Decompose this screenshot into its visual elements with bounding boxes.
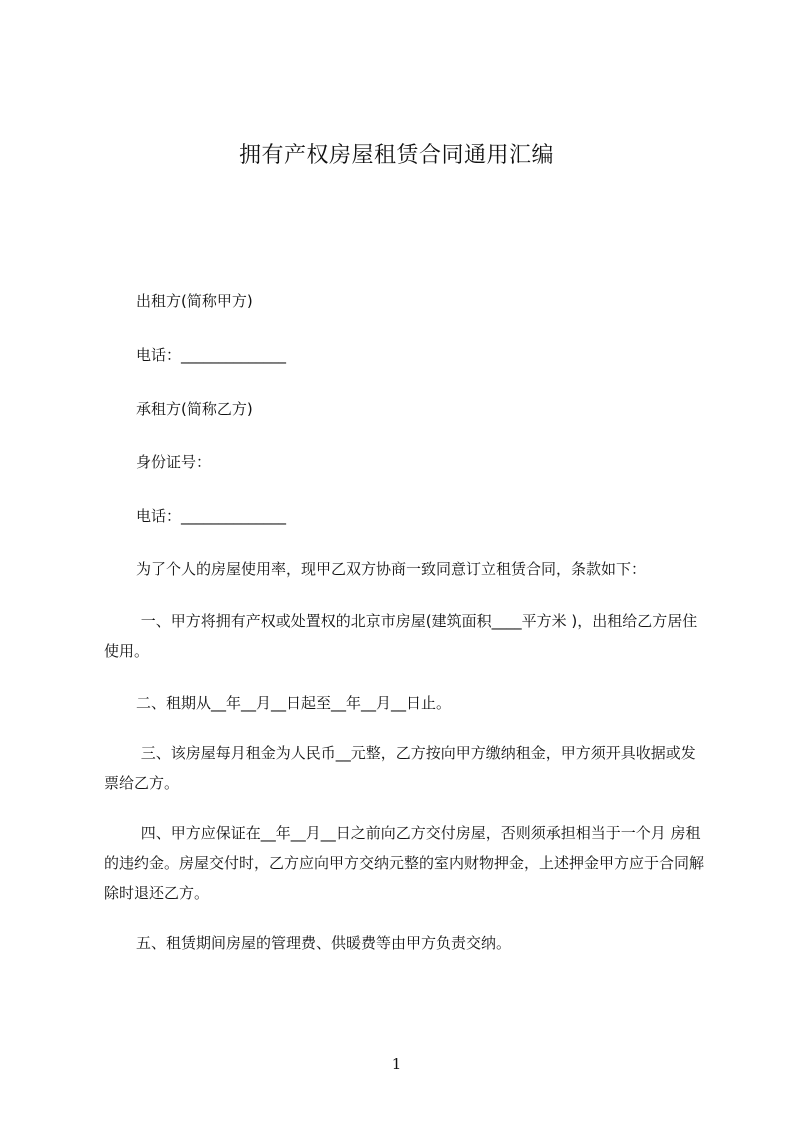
lessee-id-line: 身份证号： <box>136 453 212 471</box>
document-title: 拥有产权房屋租赁合同通用汇编 <box>238 143 554 168</box>
clause-2-paragraph: 二、租期从__年__月__日起至__年__月__日止。 <box>136 694 452 712</box>
clause-3-paragraph: 三、该房屋每月租金为人民币__元整，乙方按向甲方缴纳租金，甲方须开具收据或发票给乙方。 <box>104 744 696 792</box>
page-number: 1 <box>391 1055 402 1073</box>
lessor-phone-line: 电话：______________ <box>136 346 287 364</box>
clause-5-paragraph: 五、租赁期间房屋的管理费、供暖费等由甲方负责交纳。 <box>136 934 512 952</box>
lessor-line: 出租方(简称甲方) <box>136 292 253 310</box>
lessee-phone-line: 电话：______________ <box>136 507 287 525</box>
clause-1-paragraph: 一、甲方将拥有产权或处置权的北京市房屋(建筑面积____平方米 )，出租给乙方居住使用。 <box>104 612 698 660</box>
clause-4-paragraph: 四、甲方应保证在__年__月__日之前向乙方交付房屋，否则须承担相当于一个月 房租的违约金。房屋交付时，乙方应向甲方交纳元整的室内财物押金，上述押金甲方应于合同解除时退还乙方。 <box>104 824 705 902</box>
lessee-line: 承租方(简称乙方) <box>136 400 253 418</box>
intro-paragraph: 为了个人的房屋使用率，现甲乙双方协商一致同意订立租赁合同，条款如下： <box>136 560 647 578</box>
